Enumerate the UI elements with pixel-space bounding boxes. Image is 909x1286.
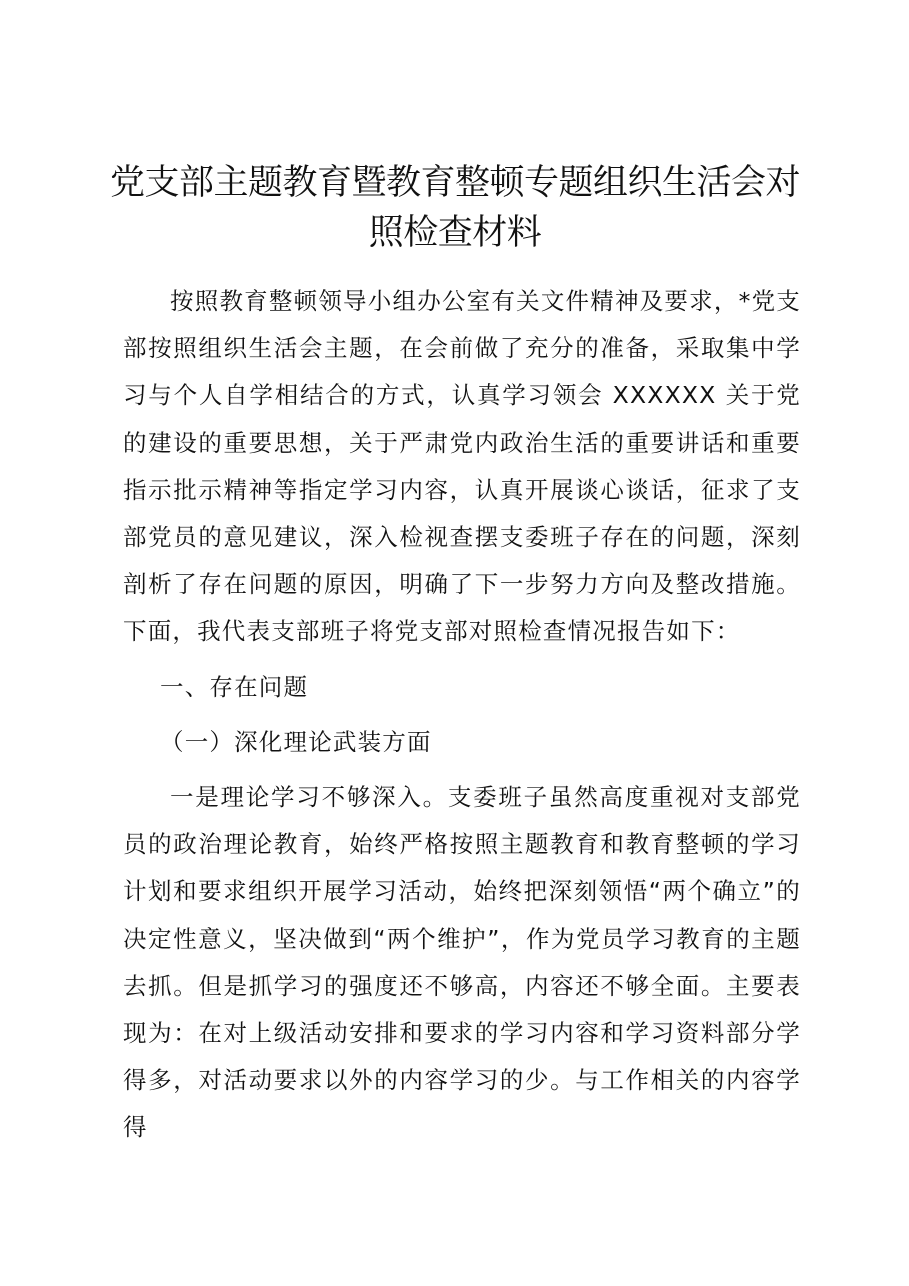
title-line-2: 照检查材料 [368,213,542,253]
document-body [123,278,801,1152]
document-title [110,158,800,258]
intro-paragraph: 按照教育整顿领导小组办公室有关文件精神及要求，*党支部按照组织生活会主题，在会前做了充分的准备，采取集中学习与个人自学相结合的方式，认真学习领会 XXXXXX 关于党的建设的重要思想，关于严肃党内政治生活的重要讲话和重要指示批示精神等指定学习内容，认真开展谈心谈话，征求了支部党员的意见建议，深入检视查摆支委班子存在的问题，深刻剖析了存在问题的原因，明确了下一步努力方向及整改措施。下面，我代表支部班子将党支部对照检查情况报告如下： [123,287,801,646]
subsection-heading-theory: （一）深化理论武装方面 [160,727,432,756]
section-heading-problems: 一、存在问题 [160,672,309,701]
paragraph-theory-study: 一是理论学习不够深入。支委班子虽然高度重视对支部党员的政治理论教育，始终严格按照主题教育和教育整顿的学习计划和要求组织开展学习活动，始终把深刻领悟“两个确立”的决定性意义，坚决做到“两个维护”，作为党员学习教育的主题去抓。但是抓学习的强度还不够高，内容还不够全面。主要表现为：在对上级活动安排和要求的学习内容和学习资料部分学得多，对活动要求以外的内容学习的少。与工作相关的内容学得 [123,783,801,1142]
title-line-1: 党支部主题教育暨教育整顿专题组织生活会对 [110,163,801,203]
